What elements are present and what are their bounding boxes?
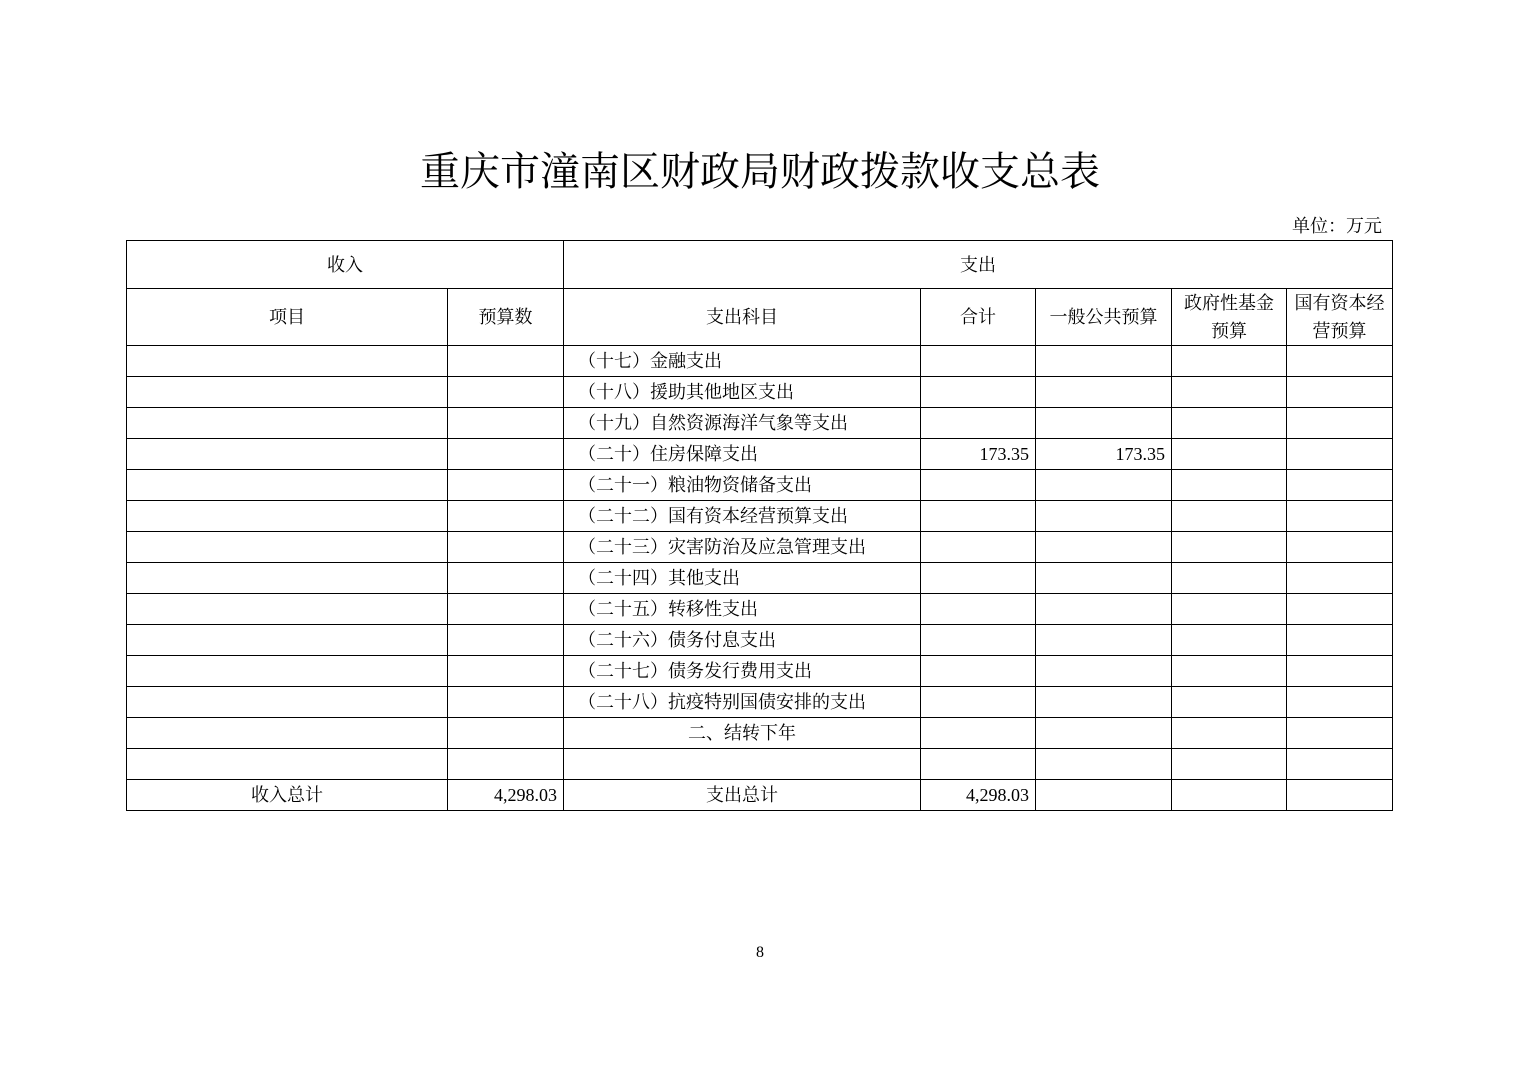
gov-fund-budget-cell: [1172, 656, 1287, 687]
state-capital-budget-cell: [1287, 346, 1393, 377]
general-public-budget-cell: [1036, 594, 1172, 625]
state-capital-budget-cell: [1287, 656, 1393, 687]
gov-fund-budget-cell: [1172, 687, 1287, 718]
total-cell: [921, 749, 1036, 780]
table-row: [127, 346, 1393, 377]
income-total-label: 收入总计: [127, 780, 448, 811]
budget-cell: [448, 563, 564, 594]
expense-subject-cell: （十九）自然资源海洋气象等支出: [564, 408, 921, 439]
budget-cell: [448, 532, 564, 563]
state-capital-budget-header: 国有资本经营预算: [1287, 289, 1393, 346]
item-cell: [127, 346, 448, 377]
general-public-budget-cell: [1036, 470, 1172, 501]
general-public-budget-cell: 173.35: [1036, 439, 1172, 470]
item-cell: [127, 718, 448, 749]
total-cell: [921, 346, 1036, 377]
total-cell: [921, 377, 1036, 408]
state-capital-budget-cell: [1287, 439, 1393, 470]
expense-subject-cell: （二十）住房保障支出: [564, 439, 921, 470]
item-header: 项目: [127, 289, 448, 346]
item-cell: [127, 408, 448, 439]
budget-cell: [448, 749, 564, 780]
gov-fund-budget-cell: [1172, 501, 1287, 532]
item-cell: [127, 749, 448, 780]
table-row: [127, 501, 1393, 532]
fund-total-value: [1172, 780, 1287, 811]
table-row: [127, 594, 1393, 625]
general-total-value: [1036, 780, 1172, 811]
gov-fund-budget-cell: [1172, 346, 1287, 377]
gov-fund-budget-cell: [1172, 563, 1287, 594]
general-public-budget-cell: [1036, 532, 1172, 563]
state-capital-budget-cell: [1287, 377, 1393, 408]
unit-label: 单位：万元: [1292, 216, 1382, 236]
general-public-budget-cell: [1036, 563, 1172, 594]
expense-subject-cell: （二十八）抗疫特别国债安排的支出: [564, 687, 921, 718]
table-row: [127, 656, 1393, 687]
general-public-budget-cell: [1036, 377, 1172, 408]
state-capital-budget-cell: [1287, 625, 1393, 656]
item-cell: [127, 470, 448, 501]
gov-fund-budget-cell: [1172, 439, 1287, 470]
gov-fund-budget-cell: [1172, 594, 1287, 625]
item-cell: [127, 656, 448, 687]
item-cell: [127, 594, 448, 625]
budget-cell: [448, 439, 564, 470]
page-title: 重庆市潼南区财政局财政拨款收支总表: [420, 149, 1100, 195]
expense-subject-cell: （二十五）转移性支出: [564, 594, 921, 625]
expense-total-label: 支出总计: [564, 780, 921, 811]
budget-cell: [448, 501, 564, 532]
total-cell: [921, 563, 1036, 594]
gov-fund-budget-cell: [1172, 749, 1287, 780]
table-row: [127, 687, 1393, 718]
expense-subject-cell: [564, 749, 921, 780]
gov-fund-budget-cell: [1172, 470, 1287, 501]
gov-fund-budget-cell: [1172, 625, 1287, 656]
expense-total-value: 4,298.03: [921, 780, 1036, 811]
capital-total-value: [1287, 780, 1393, 811]
state-capital-budget-cell: [1287, 718, 1393, 749]
general-public-budget-cell: [1036, 687, 1172, 718]
general-public-budget-cell: [1036, 749, 1172, 780]
gov-fund-budget-header: 政府性基金预算: [1172, 289, 1287, 346]
budget-cell: [448, 594, 564, 625]
table-row: [127, 408, 1393, 439]
budget-cell: [448, 718, 564, 749]
gov-fund-budget-cell: [1172, 532, 1287, 563]
total-cell: [921, 470, 1036, 501]
budget-cell: [448, 408, 564, 439]
expense-subject-cell: （二十三）灾害防治及应急管理支出: [564, 532, 921, 563]
gov-fund-budget-cell: [1172, 718, 1287, 749]
total-cell: 173.35: [921, 439, 1036, 470]
expense-subject-cell: （十八）援助其他地区支出: [564, 377, 921, 408]
expense-subject-cell: （二十二）国有资本经营预算支出: [564, 501, 921, 532]
budget-cell: [448, 377, 564, 408]
table-row: [127, 625, 1393, 656]
item-cell: [127, 532, 448, 563]
income-total-value: 4,298.03: [448, 780, 564, 811]
general-public-budget-cell: [1036, 408, 1172, 439]
expense-subject-cell: （二十七）债务发行费用支出: [564, 656, 921, 687]
gov-fund-budget-cell: [1172, 408, 1287, 439]
page-number: 8: [756, 944, 764, 961]
expense-subject-cell: 二、结转下年: [564, 718, 921, 749]
table-row: [127, 439, 1393, 470]
totals-row: [127, 780, 1393, 811]
total-cell: [921, 408, 1036, 439]
item-cell: [127, 501, 448, 532]
budget-cell: [448, 656, 564, 687]
table-row: [127, 718, 1393, 749]
table-row: [127, 532, 1393, 563]
state-capital-budget-cell: [1287, 470, 1393, 501]
total-cell: [921, 687, 1036, 718]
total-cell: [921, 718, 1036, 749]
expense-subject-cell: （十七）金融支出: [564, 346, 921, 377]
total-cell: [921, 594, 1036, 625]
expense-subject-header: 支出科目: [564, 289, 921, 346]
state-capital-budget-cell: [1287, 532, 1393, 563]
budget-amount-header: 预算数: [448, 289, 564, 346]
budget-cell: [448, 470, 564, 501]
budget-cell: [448, 687, 564, 718]
state-capital-budget-cell: [1287, 501, 1393, 532]
budget-table: [126, 240, 1393, 811]
state-capital-budget-cell: [1287, 594, 1393, 625]
budget-cell: [448, 625, 564, 656]
total-cell: [921, 501, 1036, 532]
general-public-budget-cell: [1036, 718, 1172, 749]
table-row: [127, 749, 1393, 780]
table-row: [127, 377, 1393, 408]
table-row: [127, 470, 1393, 501]
item-cell: [127, 687, 448, 718]
item-cell: [127, 377, 448, 408]
gov-fund-budget-cell: [1172, 377, 1287, 408]
income-header: 收入: [127, 241, 564, 289]
budget-cell: [448, 346, 564, 377]
general-public-budget-cell: [1036, 625, 1172, 656]
state-capital-budget-cell: [1287, 687, 1393, 718]
total-cell: [921, 532, 1036, 563]
item-cell: [127, 625, 448, 656]
expense-subject-cell: （二十四）其他支出: [564, 563, 921, 594]
total-cell: [921, 656, 1036, 687]
item-cell: [127, 439, 448, 470]
state-capital-budget-cell: [1287, 563, 1393, 594]
general-public-budget-header: 一般公共预算: [1036, 289, 1172, 346]
expense-subject-cell: （二十六）债务付息支出: [564, 625, 921, 656]
expense-header: 支出: [564, 241, 1393, 289]
total-header: 合计: [921, 289, 1036, 346]
expense-subject-cell: （二十一）粮油物资储备支出: [564, 470, 921, 501]
header-row-1: [127, 241, 1393, 289]
state-capital-budget-cell: [1287, 408, 1393, 439]
state-capital-budget-cell: [1287, 749, 1393, 780]
general-public-budget-cell: [1036, 501, 1172, 532]
general-public-budget-cell: [1036, 656, 1172, 687]
item-cell: [127, 563, 448, 594]
header-row-2: [127, 289, 1393, 346]
table-row: [127, 563, 1393, 594]
total-cell: [921, 625, 1036, 656]
general-public-budget-cell: [1036, 346, 1172, 377]
